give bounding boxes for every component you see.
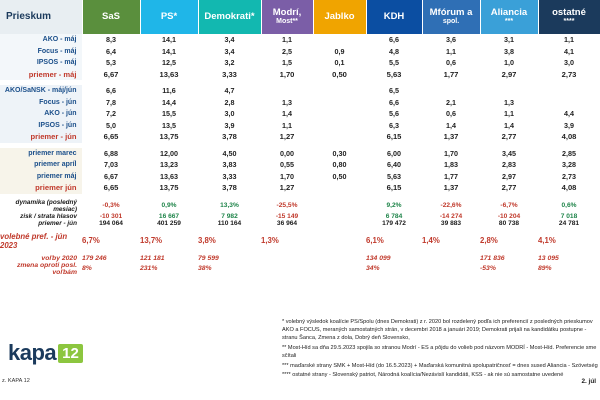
table-cell: 3,8	[480, 46, 538, 58]
table-cell: 4,50	[198, 148, 261, 160]
table-cell: 1,27	[261, 182, 313, 194]
table-cell: 171 836	[480, 254, 505, 262]
table-row	[0, 69, 600, 81]
table-cell: 5,3	[82, 57, 140, 69]
table-cell: 1,77	[422, 171, 480, 183]
row-label: Focus - máj	[0, 46, 82, 58]
table-cell: 2,8%	[480, 236, 498, 245]
table-cell	[422, 255, 480, 262]
table-row	[0, 85, 600, 97]
table-cell: 1,37	[422, 131, 480, 143]
table-cell: 4,1	[538, 46, 600, 58]
table-cell: 39 883	[440, 219, 462, 227]
row-label: dynamika (posledný mesiac)	[0, 199, 82, 213]
table-cell: 0,80	[313, 159, 366, 171]
table-cell: 3,9	[538, 120, 600, 132]
table-cell: 1,3	[480, 97, 538, 109]
table-cell: 179 472	[382, 219, 406, 227]
table-cell	[313, 34, 366, 46]
footnote-1: * volebný výsledok koalície PS/Spolu (dnes Demokrati) z r. 2020 bol rozdelený podľa ich preferencií z posledných prieskumov AKO a FOCUS, meraných samostatných strán, v decembri 2018 a januári 2019; Demokrati prijali na kandidátku postupne - stranu Šanca, Zmena z dola, Dobrý deň Slovensko,	[282, 319, 593, 342]
row-label: zisk / strata hlasov	[0, 213, 82, 220]
table-cell	[313, 97, 366, 109]
table-cell: 3,33	[198, 69, 261, 81]
footer-source: z. KAPA 12	[2, 378, 30, 384]
table-cell: 16 667	[158, 212, 180, 220]
table-row	[0, 232, 600, 250]
table-row	[0, 34, 600, 46]
table-cell: 14,1	[140, 34, 198, 46]
table-cell: 0,6	[422, 108, 480, 120]
row-label: IPSOS - jún	[0, 120, 82, 132]
table-cell: 4,4	[538, 108, 600, 120]
table-cell: 5,63	[366, 69, 422, 81]
table-cell: 34%	[366, 265, 380, 272]
table-cell: 38%	[198, 265, 212, 272]
logo-badge: 12	[58, 344, 83, 363]
table-cell: 2,85	[538, 148, 600, 160]
table-cell: 3,83	[198, 159, 261, 171]
table-cell: 179 246	[82, 254, 107, 262]
table-cell: 7,8	[82, 97, 140, 109]
table-cell: 6,00	[366, 148, 422, 160]
table-cell	[261, 262, 313, 276]
table-cell: 2,8	[198, 97, 261, 109]
row-label: AKO - jún	[0, 108, 82, 120]
table-cell: 1,1	[422, 46, 480, 58]
table-cell: 4,08	[538, 182, 600, 194]
table-cell: 1,3%	[261, 236, 279, 245]
table-cell: 13,63	[140, 69, 198, 81]
table-cell: 13,5	[140, 120, 198, 132]
table-cell: 3,4	[198, 34, 261, 46]
logo-bar	[0, 338, 276, 372]
table-cell: 4,7	[198, 85, 261, 97]
table-cell: 6,1%	[366, 236, 384, 245]
table-cell: 9,2%	[386, 202, 402, 209]
row-label: priemer - jún	[0, 220, 82, 227]
table-cell: 1,37	[422, 182, 480, 194]
table-cell: 2,73	[538, 69, 600, 81]
row-label: AKO/SaNSK - máj/jún	[0, 85, 82, 97]
table-cell: -15 149	[275, 212, 299, 220]
table-cell: 134 099	[366, 254, 391, 262]
table-cell	[422, 262, 480, 276]
table-cell: 14,1	[140, 46, 198, 58]
table-cell: 3,4	[198, 46, 261, 58]
table-cell: 14,4	[140, 97, 198, 109]
table-cell: 12,5	[140, 57, 198, 69]
table-row	[0, 262, 600, 276]
table-row	[0, 213, 600, 220]
table-cell: 1,1	[480, 108, 538, 120]
table-cell	[538, 97, 600, 109]
table-cell: 6,65	[82, 182, 140, 194]
table-cell: 401 259	[157, 219, 181, 227]
table-cell: 6,15	[366, 131, 422, 143]
table-cell: 1,1	[261, 34, 313, 46]
table-cell: 5,5	[366, 57, 422, 69]
table-cell: 4,1%	[538, 236, 556, 245]
table-cell: 7,2	[82, 108, 140, 120]
table-cell: 3,28	[538, 159, 600, 171]
table-cell: 0,50	[313, 171, 366, 183]
table-row	[0, 57, 600, 69]
table-cell: -0,3%	[102, 202, 120, 209]
row-label: AKO - máj	[0, 34, 82, 46]
table-cell: 6,67	[82, 69, 140, 81]
row-label: zmena oproti posl. voľbám	[0, 262, 82, 276]
table-cell: 6,15	[366, 182, 422, 194]
kapa-logo	[8, 340, 83, 366]
table-cell: 1,4%	[422, 236, 440, 245]
col-header-modri: Modrí, Most**	[261, 0, 313, 34]
row-label: priemer apríl	[0, 159, 82, 171]
table-cell	[261, 85, 313, 97]
table-cell	[313, 120, 366, 132]
table-cell: 3,9	[198, 120, 261, 132]
col-header-sas: SaS	[82, 0, 140, 34]
table-cell	[313, 85, 366, 97]
table-cell: 6,6	[366, 34, 422, 46]
table-cell: 3,6	[422, 34, 480, 46]
table-row	[0, 182, 600, 194]
col-header-kdh: KDH	[366, 0, 422, 34]
row-label: IPSOS - máj	[0, 57, 82, 69]
table-cell: 6,6	[366, 97, 422, 109]
table-cell	[538, 85, 600, 97]
table-cell	[422, 85, 480, 97]
row-label: priemer máj	[0, 171, 82, 183]
table-cell: 0,55	[261, 159, 313, 171]
table-cell: 1,70	[261, 171, 313, 183]
table-cell: 79 599	[198, 254, 219, 262]
table-cell: 0,00	[261, 148, 313, 160]
table-cell: 13,75	[140, 182, 198, 194]
row-label: priemer jún	[0, 182, 82, 194]
table-cell: 121 181	[140, 254, 165, 262]
table-cell: 13 095	[538, 254, 559, 262]
table-cell: 3,45	[480, 148, 538, 160]
table-cell: 6,5	[366, 85, 422, 97]
table-cell	[313, 131, 366, 143]
table-cell: -25,5%	[276, 202, 298, 209]
col-header-ostatne: ostatné ****	[538, 0, 600, 34]
table-cell	[480, 85, 538, 97]
table-row	[0, 46, 600, 58]
col-header-dem: Demokrati*	[198, 0, 261, 34]
table-cell: 13,23	[140, 159, 198, 171]
row-label: priemer marec	[0, 148, 82, 160]
table-cell: 2,77	[480, 182, 538, 194]
table-cell: 2,97	[480, 171, 538, 183]
table-cell: 89%	[538, 265, 552, 272]
row-label: priemer - jún	[0, 131, 82, 143]
col-header-mforum: Mfórum a spol.	[422, 0, 480, 34]
footnote-2: ** Most-Híd sa dňa 29.5.2023 spojila so stranou Modrí - ES a pôjdu do volieb pod názvom MODRÍ - Most-Híd. Preferencie sme sčítali	[282, 344, 597, 359]
table-cell: 1,4	[480, 120, 538, 132]
table-cell: 13,3%	[220, 202, 239, 209]
table-cell: 3,78	[198, 131, 261, 143]
table-cell: 2,77	[480, 131, 538, 143]
row-label: Focus - jún	[0, 97, 82, 109]
table-cell: 1,70	[261, 69, 313, 81]
table-cell: -22,6%	[440, 202, 462, 209]
table-body	[0, 34, 600, 276]
table-cell: 2,5	[261, 46, 313, 58]
table-cell: 0,30	[313, 148, 366, 160]
table-cell	[313, 199, 366, 213]
table-cell: 5,0	[82, 120, 140, 132]
table-cell: 1,70	[422, 148, 480, 160]
table-cell: 1,3	[261, 97, 313, 109]
table-cell: 7 018	[560, 212, 578, 220]
table-cell: 1,27	[261, 131, 313, 143]
table-cell: 3,2	[198, 57, 261, 69]
table-cell: 3,8%	[198, 236, 216, 245]
table-cell: -10 204	[497, 212, 521, 220]
table-cell: 5,63	[366, 171, 422, 183]
table-cell: 1,83	[422, 159, 480, 171]
table-cell: 6,3	[366, 120, 422, 132]
table-row	[0, 220, 600, 227]
table-cell: 1,77	[422, 69, 480, 81]
table-cell: -14 274	[439, 212, 463, 220]
table-cell: 7 982	[221, 212, 238, 220]
table-cell: 0,1	[313, 57, 366, 69]
table-cell: 11,6	[140, 85, 198, 97]
table-cell: 36 964	[276, 219, 298, 227]
table-cell	[313, 255, 366, 262]
table-cell: 2,73	[538, 171, 600, 183]
table-cell: 0,50	[313, 69, 366, 81]
table-cell: 6,7%	[82, 236, 100, 245]
row-label: volebné pref. - jún 2023	[0, 232, 82, 250]
table-row	[0, 159, 600, 171]
table-cell: 1,4	[261, 108, 313, 120]
table-cell: 2,97	[480, 69, 538, 81]
table-cell: 3,78	[198, 182, 261, 194]
table-cell: 15,5	[140, 108, 198, 120]
table-cell: 13,63	[140, 171, 198, 183]
table-cell: 4,08	[538, 131, 600, 143]
table-row	[0, 199, 600, 213]
col-header-jablko: Jablko	[313, 0, 366, 34]
col-header-label: Prieskum	[0, 0, 82, 34]
table-cell: 12,00	[140, 148, 198, 160]
table-cell	[313, 220, 366, 227]
table-cell: -10 301	[99, 212, 123, 220]
table-cell: 6,65	[82, 131, 140, 143]
footnotes	[282, 318, 598, 381]
table-cell: 1,0	[480, 57, 538, 69]
table-cell: 13,7%	[140, 236, 163, 245]
footer-date: 2. júl	[581, 378, 596, 385]
table-cell: 8,3	[82, 34, 140, 46]
table-cell: 0,6%	[561, 202, 577, 209]
table-cell: 6,40	[366, 159, 422, 171]
table-cell: 1,1	[261, 120, 313, 132]
table-cell: 0,9	[313, 46, 366, 58]
table-cell: 3,0	[538, 57, 600, 69]
table-cell: 0,9%	[161, 202, 177, 209]
table-cell: 3,0	[198, 108, 261, 120]
table-cell: 6,4	[82, 46, 140, 58]
table-cell: 7,03	[82, 159, 140, 171]
table-cell: 6,67	[82, 171, 140, 183]
row-label: voľby 2020	[0, 255, 82, 262]
table-cell: -6,7%	[500, 202, 518, 209]
table-cell	[313, 232, 366, 250]
table-cell: 24 781	[558, 219, 580, 227]
table-cell: 231%	[140, 265, 158, 272]
table-row	[0, 108, 600, 120]
table-row	[0, 171, 600, 183]
table-cell: 1,1	[538, 34, 600, 46]
table-cell: 2,1	[422, 97, 480, 109]
col-header-ps: PS*	[140, 0, 198, 34]
table-cell: 80 738	[498, 219, 520, 227]
table-row	[0, 255, 600, 262]
col-header-aliancia: Aliancia ***	[480, 0, 538, 34]
table-cell	[313, 182, 366, 194]
table-cell: 6,88	[82, 148, 140, 160]
footnote-3: *** maďarské strany SMK + Most-Híd (do 16.5.2023) + Maďarská komunitná spolupatričnosť = dnes sused Aliancia - Szövetség	[282, 362, 598, 369]
table-cell: 6,6	[82, 85, 140, 97]
table-row	[0, 97, 600, 109]
table-cell: 110 164	[217, 219, 242, 227]
table-cell: 194 064	[99, 219, 123, 227]
table-cell: 2,83	[480, 159, 538, 171]
table-row	[0, 131, 600, 143]
row-label: priemer - máj	[0, 69, 82, 81]
table-cell: 1,5	[261, 57, 313, 69]
table-cell: 0,6	[422, 57, 480, 69]
table-cell: 3,33	[198, 171, 261, 183]
table-cell: -53%	[480, 265, 496, 272]
table-cell: 3,1	[480, 34, 538, 46]
table-cell	[313, 108, 366, 120]
table-cell: 5,6	[366, 108, 422, 120]
table-cell	[313, 213, 366, 220]
table-row	[0, 148, 600, 160]
footnote-4: **** ostatné strany - Slovenský patriot, Národná koalícia/Nezávislí kandidáti, KSS - ak nie sú samostatne uvedené	[282, 372, 564, 379]
table-cell	[261, 255, 313, 262]
table-row	[0, 120, 600, 132]
table-cell: 13,75	[140, 131, 198, 143]
table-cell: 8%	[82, 265, 92, 272]
table-cell: 4,8	[366, 46, 422, 58]
table-cell: 6 784	[385, 212, 403, 220]
table-cell: 1,4	[422, 120, 480, 132]
logo-text: kapa	[8, 340, 57, 365]
table-cell	[313, 262, 366, 276]
table-header-row	[0, 0, 600, 34]
